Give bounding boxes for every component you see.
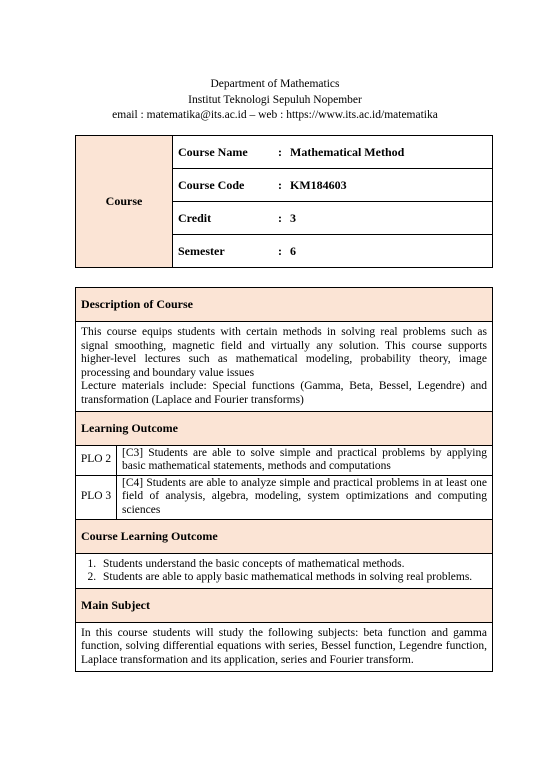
department-name: Department of Mathematics bbox=[210, 78, 340, 90]
semester-value: 6 bbox=[290, 243, 296, 258]
plo-row bbox=[76, 475, 493, 519]
list-item: 2. Students are able to apply basic mathematical methods in solving real problems. bbox=[99, 571, 487, 585]
course-code-row bbox=[173, 169, 493, 202]
credit-key: Credit bbox=[178, 210, 212, 225]
course-label: Course bbox=[76, 136, 173, 268]
contact-line[interactable]: email : matematika@its.ac.id – web : https://www.its.ac.id/matematika bbox=[112, 109, 438, 121]
course-code-key: Course Code bbox=[178, 177, 245, 192]
semester-row bbox=[173, 235, 493, 268]
plo-text: [C3] Students are able to solve simple and practical problems by applying basic mathematical statements, methods and computations bbox=[117, 445, 493, 475]
learning-outcome-title: Learning Outcome bbox=[76, 411, 493, 445]
document-header bbox=[0, 77, 550, 124]
plo-label: PLO 2 bbox=[76, 445, 117, 475]
course-code-sep: : bbox=[278, 177, 282, 192]
main-subject-title: Main Subject bbox=[76, 588, 493, 622]
course-learning-outcome-body bbox=[76, 553, 493, 588]
course-name-key: Course Name bbox=[178, 144, 248, 159]
description-paragraph-1: This course equips students with certain methods in solving real problems such as signal smoothing, magnetic field and virtually any solution. This course supports higher-level lectures such as mathematical modeling, probability theory, image processing and boundary value issues bbox=[81, 326, 487, 379]
course-name-value: Mathematical Method bbox=[290, 144, 405, 159]
course-learning-outcome-title: Course Learning Outcome bbox=[76, 519, 493, 553]
plo-label: PLO 3 bbox=[76, 475, 117, 519]
list-item: 1. Students understand the basic concepts of mathematical methods. bbox=[99, 558, 487, 572]
course-name-row bbox=[173, 136, 493, 169]
credit-value: 3 bbox=[290, 210, 296, 225]
institute-name: Institut Teknologi Sepuluh Nopember bbox=[188, 93, 362, 106]
course-name-sep: : bbox=[278, 144, 282, 159]
credit-row bbox=[173, 202, 493, 235]
description-title: Description of Course bbox=[76, 288, 493, 322]
plo-text: [C4] Students are able to analyze simple and practical problems in at least one field of analysis, algebra, modeling, system optimizations and computing sciences bbox=[117, 475, 493, 519]
plo-row bbox=[76, 445, 493, 475]
course-description-table bbox=[75, 287, 493, 672]
description-paragraph-2: Lecture materials include: Special functions (Gamma, Beta, Bessel, Legendre) and transformation (Laplace and Fourier transforms) bbox=[81, 380, 487, 406]
main-subject-body: In this course students will study the following subjects: beta function and gamma function, solving differential equations with series, Bessel function, Legendre function, Laplace transformation and its application, series and Fourier transform. bbox=[76, 622, 493, 671]
clo-list bbox=[81, 558, 487, 585]
credit-sep: : bbox=[278, 210, 282, 225]
semester-sep: : bbox=[278, 243, 282, 258]
course-code-value: KM184603 bbox=[290, 177, 347, 192]
course-info-table bbox=[75, 135, 493, 268]
semester-key: Semester bbox=[178, 243, 225, 258]
description-body bbox=[76, 322, 493, 412]
